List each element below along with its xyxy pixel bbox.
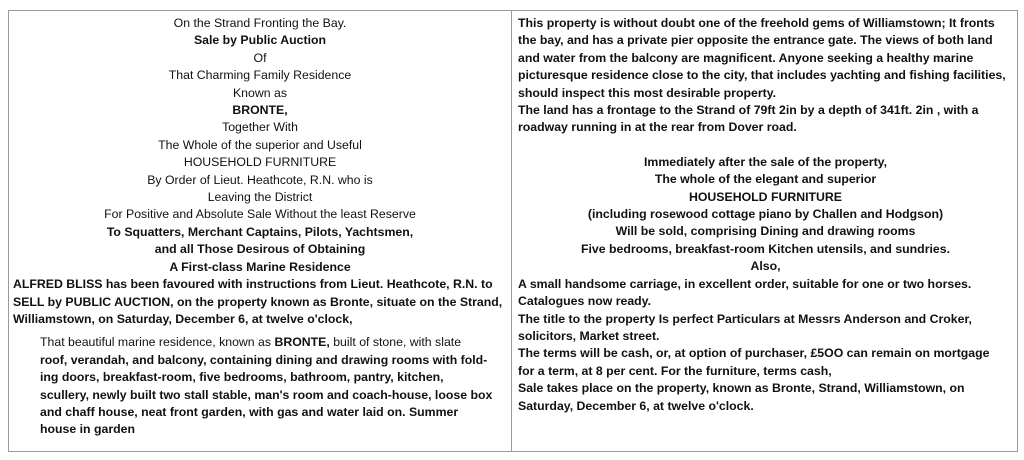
description-bronte-name: BRONTE, [274,335,330,350]
heading-line: To Squatters, Merchant Captains, Pilots, Yachtsmen, [106,224,414,239]
heading-line: By Order of Lieut. Heathcote, R.N. who is [147,172,373,187]
terms-line: solicitors, Market street. [518,328,660,343]
details-line: This property is without doubt one of the freehold gems of Williamstown; It fronts [518,16,995,30]
description-line: scullery, newly built two stall stable, man's room and coach-house, loose box [40,387,493,402]
description-first-text: That beautiful marine residence, known as [40,335,275,350]
furniture-sale-notice [518,154,1013,276]
details-line: and water from the balcony are magnificent. Anyone seeking a healthy marine [518,50,974,65]
details-line: the bay, and has a private pier opposite the entrance gate. The views of both land [518,33,993,48]
terms-paragraph [518,276,1013,415]
auction-heading [13,15,507,276]
details-line: The land has a frontage to the Strand of 79ft 2in by a depth of 341ft. 2in , with a [518,103,979,118]
heading-line: Together With [222,120,298,135]
heading-line: That Charming Family Residence [168,68,352,83]
terms-line: Sale takes place on the property, known as Bronte, Strand, Williamstown, on [518,381,965,396]
furniture-notice-line: Also, [750,259,781,274]
heading-line: A First-class Marine Residence [169,259,351,274]
description-line: house in garden [40,422,135,437]
description-lines [40,352,507,439]
description-line: ing doors, breakfast-room, five bedrooms, bathroom, pantry, kitchen, [40,370,444,385]
terms-line: The terms will be cash, or, at option of purchaser, £5OO can remain on mortgage [518,346,990,361]
furniture-notice-line: The whole of the elegant and superior [654,172,877,187]
heading-line: Leaving the District [207,190,313,205]
furniture-notice-line: Immediately after the sale of the property, [643,154,888,169]
furniture-notice-line: Five bedrooms, breakfast-room Kitchen utensils, and sundries. [581,241,950,256]
intro-line: SELL by PUBLIC AUCTION, on the property known as Bronte, situate on the Strand, [13,294,503,309]
heading-line: Of [253,50,267,65]
document-table [8,10,1018,452]
description-first-line [40,334,507,351]
heading-line: and all Those Desirous of Obtaining [154,242,366,257]
terms-line: A small handsome carriage, in excellent order, suitable for one or two horses. [518,276,972,291]
terms-line: Saturday, December 6, at twelve o'clock. [518,398,754,413]
description-line: roof, verandah, and balcony, containing dining and drawing rooms with fold- [40,352,488,367]
intro-line: Williamstown, on Saturday, December 6, at twelve o'clock, [13,311,353,326]
heading-line: Sale by Public Auction [193,33,327,48]
auction-intro [13,276,507,328]
terms-line: The title to the property Is perfect Particulars at Messrs Anderson and Croker, [518,311,972,326]
description-line: and chaff house, neat front garden, with gas and water laid on. Summer [40,404,459,419]
terms-line: Catalogues now ready. [518,294,652,309]
details-line: picturesque residence close to the city, that includes yachting and fishing facilities, [518,68,1006,83]
description-first-text-end: built of stone, with slate [329,335,462,350]
terms-line: for a term, at 8 per cent. For the furniture, terms cash, [518,363,832,378]
heading-line: The Whole of the superior and Useful [158,137,362,152]
furniture-notice-line: HOUSEHOLD FURNITURE [688,189,843,204]
furniture-notice-line: Will be sold, comprising Dining and drawing rooms [615,224,916,239]
heading-line: Known as [232,85,287,100]
furniture-notice-line: (including rosewood cottage piano by Challen and Hodgson) [587,207,944,222]
paragraph-gap [518,137,1013,154]
details-line: roadway running in at the rear from Dover road. [518,120,797,135]
heading-line: HOUSEHOLD FURNITURE [183,155,337,170]
property-description [13,334,507,438]
left-column [9,11,512,451]
intro-line: ALFRED BLISS has been favoured with instructions from Lieut. Heathcote, R.N. to [13,277,493,292]
property-details-paragraph [518,15,1013,137]
heading-line: For Positive and Absolute Sale Without the least Reserve [104,207,416,222]
right-column [512,11,1017,451]
heading-line: On the Strand Fronting the Bay. [173,16,347,30]
heading-line: BRONTE, [232,103,288,118]
details-line: should inspect this most desirable property. [518,85,777,100]
